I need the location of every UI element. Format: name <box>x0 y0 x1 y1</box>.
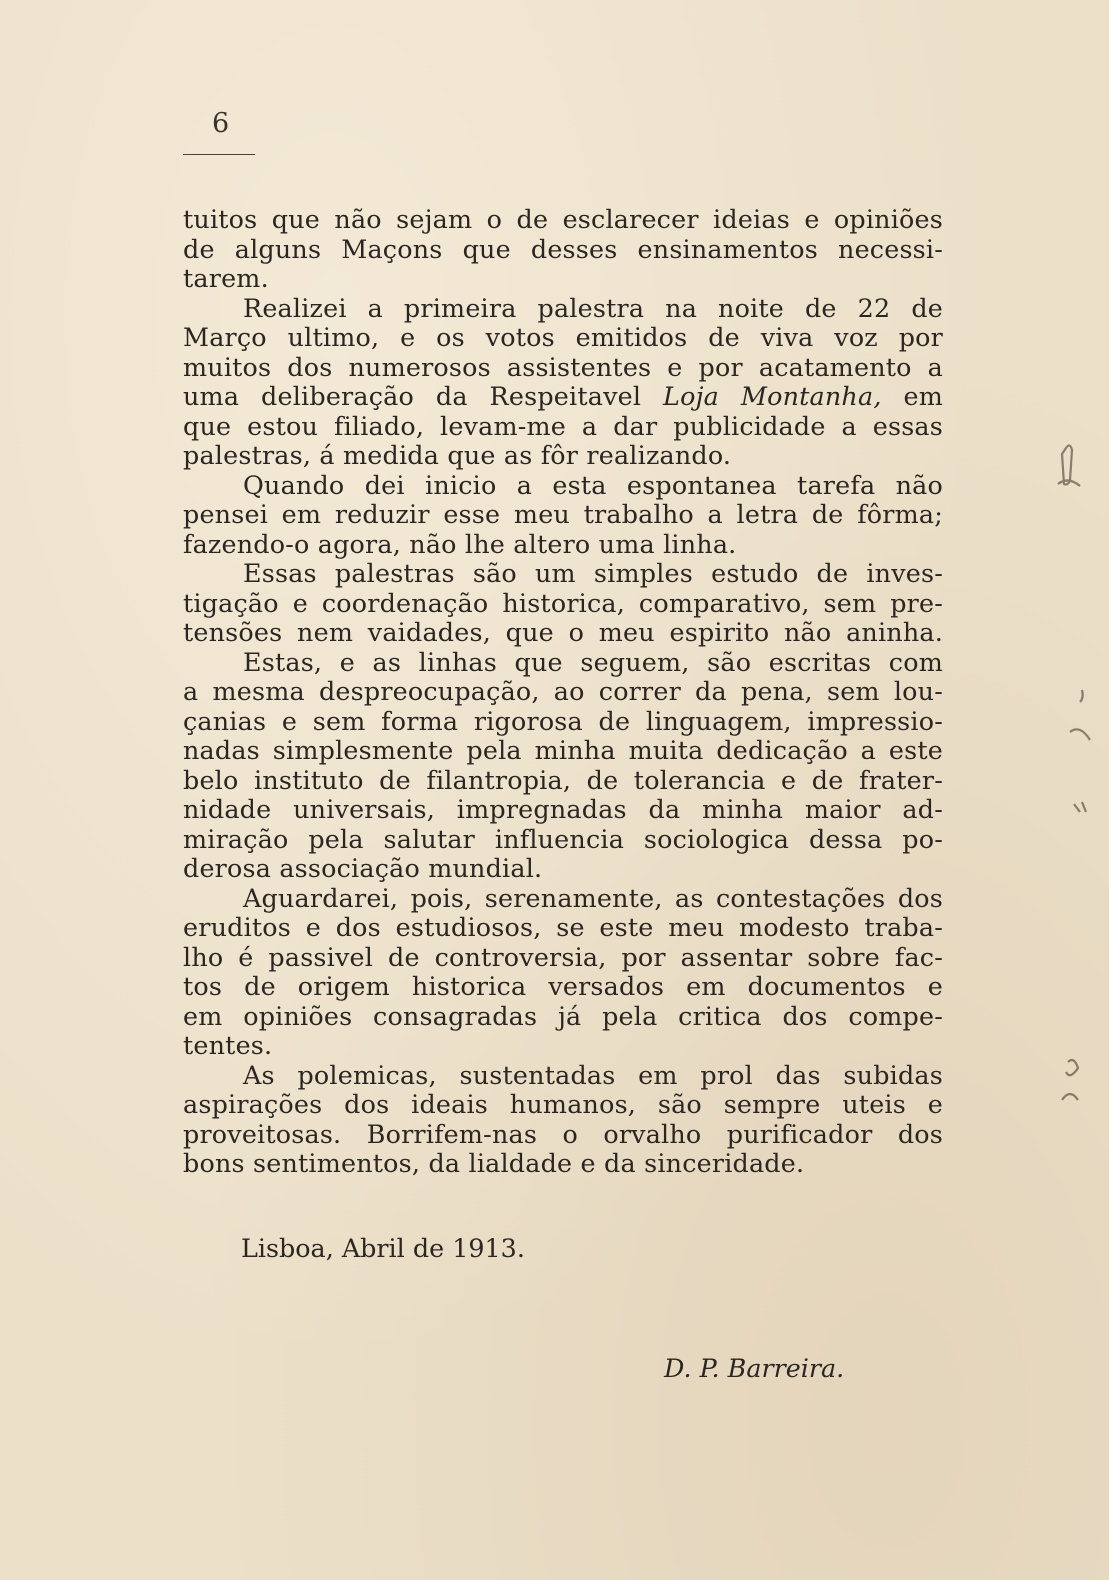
text-line: proveitosas. Borrifem-nas o orvalho purificador dos <box>183 1118 943 1149</box>
paragraph-7 <box>183 1061 943 1179</box>
margin-bleed-marks <box>1040 440 1109 1140</box>
text-line: tigação e coordenação historica, comparativo, sem pre- <box>183 587 943 618</box>
text-line: eruditos e dos estudiosos, se este meu modesto traba- <box>183 912 943 942</box>
text-line: lho é passivel de controversia, por assentar sobre fac- <box>183 941 943 972</box>
text-line: muitos dos numerosos assistentes e por acatamento a <box>183 351 943 382</box>
text-line: Aguardarei, pois, serenamente, as contestações dos <box>243 882 943 913</box>
text-line <box>183 382 943 412</box>
text-line: Realizei a primeira palestra na noite de 22 de <box>243 292 943 323</box>
text-line: tensões nem vaidades, que o meu espirito não aninha. <box>183 617 943 647</box>
text-line: de alguns Maçons que desses ensinamentos necessi- <box>183 233 943 264</box>
place-date: Lisboa, Abril de 1913. <box>241 1233 525 1263</box>
text-line: que estou filiado, levam-me a dar publicidade a essas <box>183 410 943 441</box>
paragraph-4 <box>183 559 943 648</box>
text-line: tarem. <box>183 263 269 293</box>
text-line: nadas simplesmente pela minha muita dedicação a este <box>183 735 943 765</box>
text-line: As polemicas, sustentadas em prol das subidas <box>243 1059 943 1090</box>
text-line: belo instituto de filantropia, de tolerancia e de frater- <box>183 764 943 795</box>
lodge-name: Loja Montanha, <box>663 381 882 411</box>
page-number: 6 <box>212 108 230 139</box>
paragraph-2 <box>183 294 943 471</box>
text-line: tos de origem historica versados em documentos e <box>183 971 943 1001</box>
text-line: a mesma despreocupação, ao correr da pena, sem lou- <box>183 676 943 706</box>
signature: D. P. Barreira. <box>664 1353 845 1383</box>
text-line: tentes. <box>183 1030 273 1060</box>
paragraph-1 <box>183 205 943 294</box>
text-line: bons sentimentos, da lialdade e da sinceridade. <box>183 1148 805 1178</box>
text-line: çanias e sem forma rigorosa de linguagem, impressio- <box>183 705 943 736</box>
paragraph-3 <box>183 471 943 560</box>
paragraph-6 <box>183 884 943 1061</box>
text-run: uma deliberação da Respeitavel <box>183 381 664 411</box>
text-line: derosa associação mundial. <box>183 853 543 883</box>
text-line: Março ultimo, e os votos emitidos de viva voz por <box>183 322 943 352</box>
text-line: palestras, á medida que as fôr realizando. <box>183 440 732 470</box>
paragraph-5 <box>183 648 943 884</box>
text-line: nidade universais, impregnadas da minha maior ad- <box>183 794 943 824</box>
body-text <box>183 205 943 1179</box>
text-line: Estas, e as linhas que seguem, são escritas com <box>243 646 943 677</box>
text-line: tuitos que não sejam o de esclarecer ideias e opiniões <box>183 204 943 234</box>
text-line: pensei em reduzir esse meu trabalho a letra de fôrma; <box>183 499 943 529</box>
text-line: Quando dei inicio a esta espontanea tarefa não <box>243 469 943 500</box>
text-line: miração pela salutar influencia sociologica dessa po- <box>183 823 943 854</box>
text-line: Essas palestras são um simples estudo de inves- <box>243 558 943 588</box>
text-line: fazendo-o agora, não lhe altero uma linha. <box>183 528 737 559</box>
text-line: em opiniões consagradas já pela critica dos compe- <box>183 1000 943 1031</box>
text-line: aspirações dos ideais humanos, são sempre uteis e <box>183 1089 943 1119</box>
text-run: em <box>881 381 943 411</box>
page-number-rule <box>183 154 255 155</box>
